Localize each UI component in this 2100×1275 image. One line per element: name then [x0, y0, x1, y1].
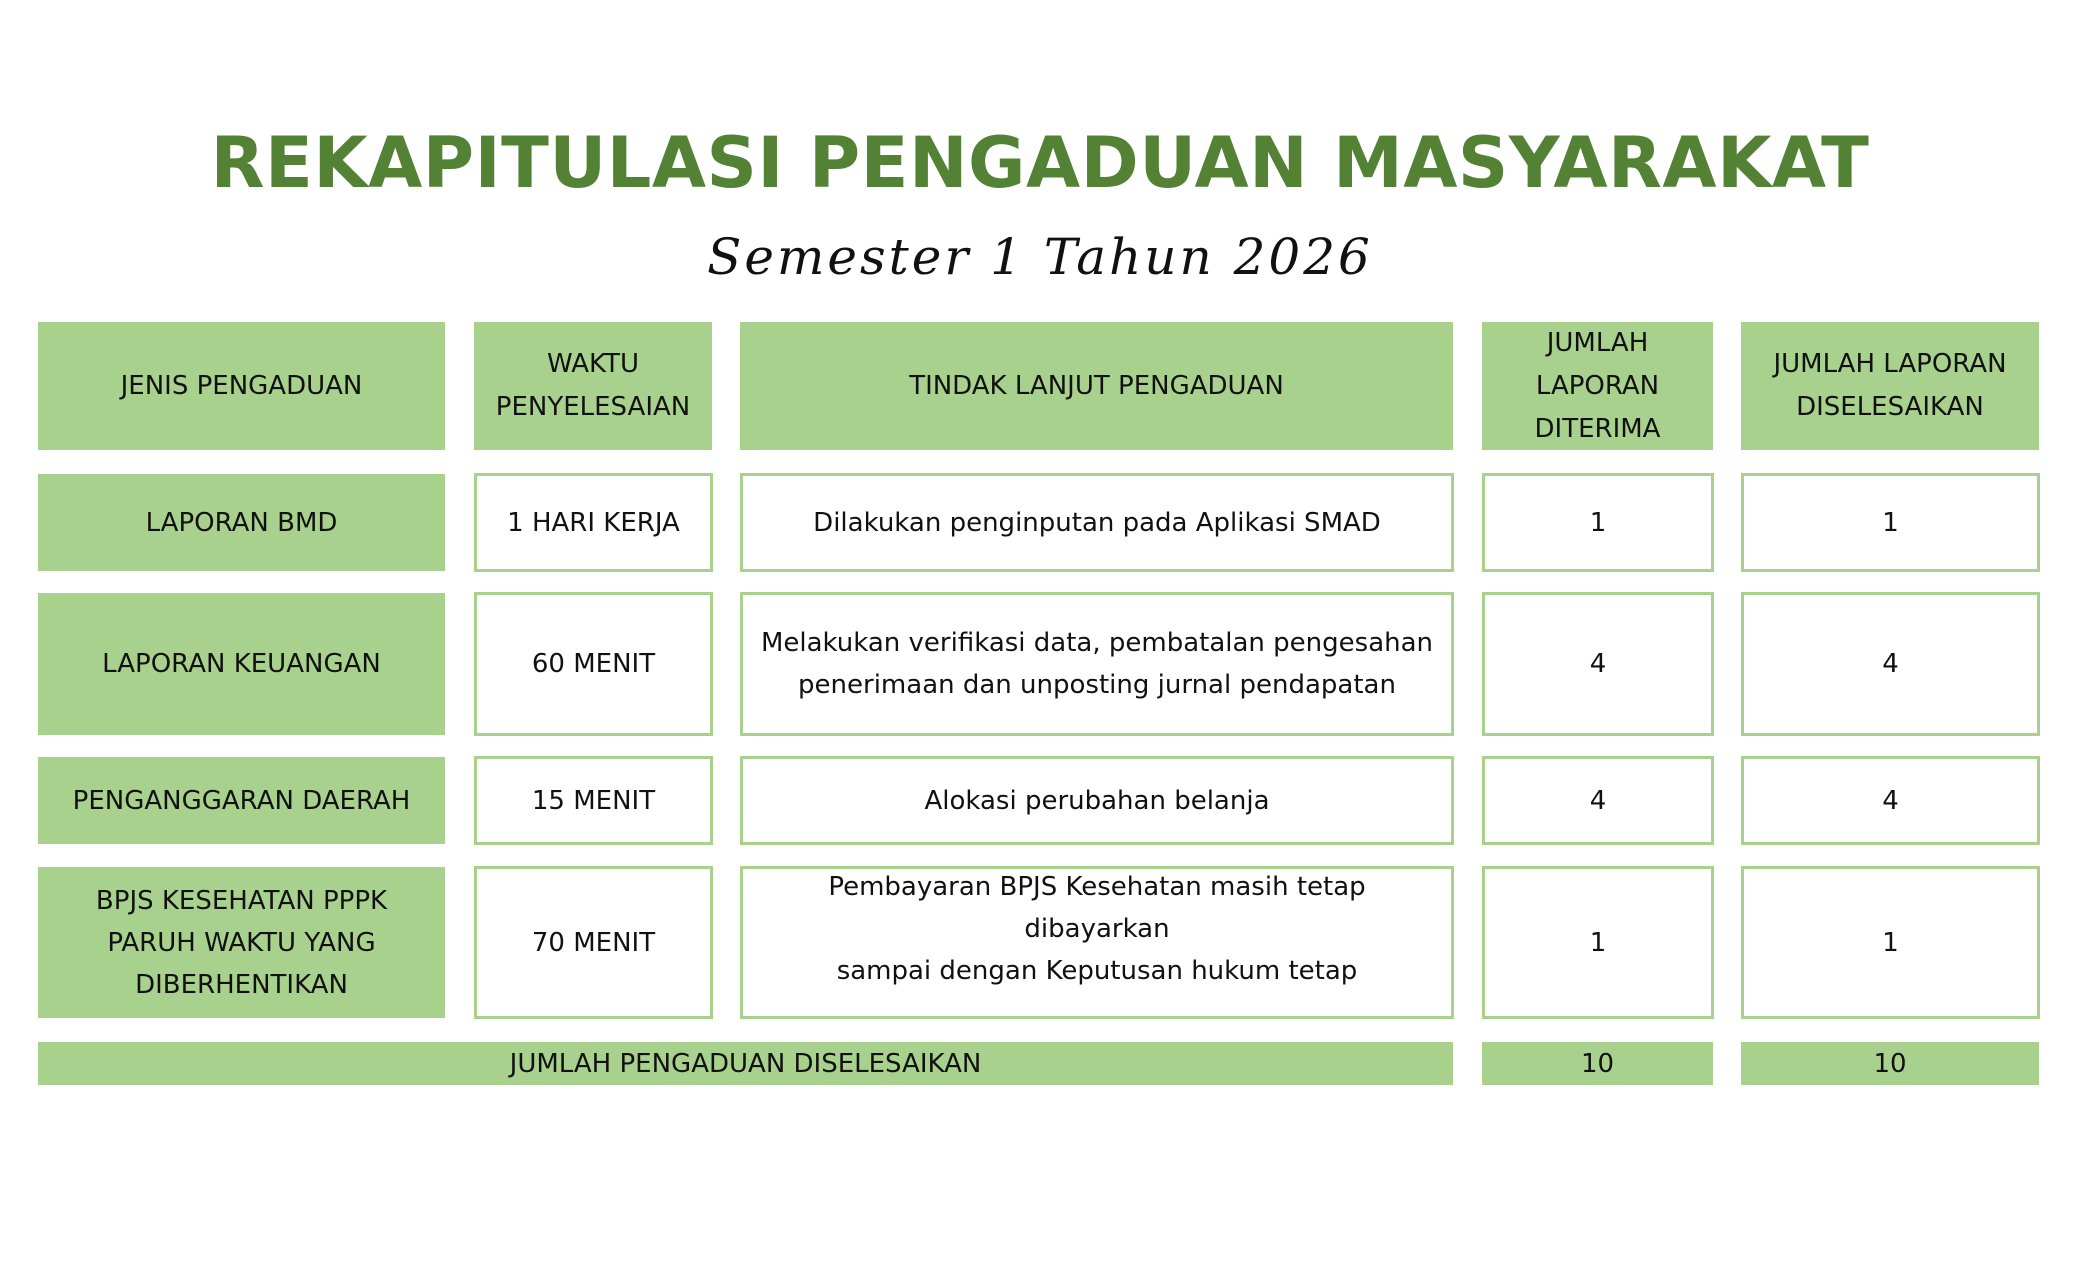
page-subtitle: Semester 1 Tahun 2026: [707, 228, 1373, 286]
table-row-4-diselesaikan: [1741, 866, 2040, 1019]
row-1-waktu-text: 1 HARI KERJA: [507, 507, 680, 538]
header-waktu-line2: PENYELESAIAN: [495, 392, 691, 422]
table-row-1-diterima: [1482, 473, 1714, 572]
total-diselesaikan-value: 10: [1873, 1048, 1907, 1079]
header-jenis-pengaduan: [38, 322, 445, 450]
table-row-2-jenis: [38, 593, 445, 735]
header-tindak-lanjut: [740, 322, 1453, 450]
row-4-jenis-line3: DIBERHENTIKAN: [135, 969, 348, 1000]
row-1-tindak-text: Dilakukan penginputan pada Aplikasi SMAD: [813, 507, 1381, 538]
page-title: REKAPITULASI PENGADUAN MASYARAKAT: [210, 122, 1870, 204]
table-row-2-waktu: [474, 592, 713, 736]
row-4-tindak-line1: Pembayaran BPJS Kesehatan masih tetap dibayarkan: [828, 871, 1366, 944]
row-2-jenis-text: LAPORAN KEUANGAN: [102, 649, 381, 679]
header-diselesaikan-line2: DISELESAIKAN: [1796, 392, 1984, 422]
row-4-tindak-line2: sampai dengan Keputusan hukum tetap: [836, 955, 1358, 986]
row-2-diterima-value: 4: [1589, 649, 1607, 679]
row-3-waktu-text: 15 MENIT: [531, 785, 656, 816]
header-diselesaikan-line1: JUMLAH LAPORAN: [1773, 349, 2007, 379]
table-row-4-diterima: [1482, 866, 1714, 1019]
table-row-4-jenis: [38, 867, 445, 1018]
table-row-3-diselesaikan: [1741, 756, 2040, 845]
table-row-3-jenis: [38, 757, 445, 844]
row-4-diselesaikan-value: 1: [1882, 927, 1899, 958]
row-1-diterima-value: 1: [1589, 507, 1607, 538]
table-row-3-diterima: [1482, 756, 1714, 845]
row-1-diselesaikan-value: 1: [1882, 507, 1899, 538]
row-4-waktu-text: 70 MENIT: [531, 927, 656, 958]
row-2-tindak-line1: Melakukan verifikasi data, pembatalan pengesahan: [760, 628, 1434, 658]
row-3-diselesaikan-value: 4: [1882, 785, 1899, 816]
table-row-4-waktu: [474, 866, 713, 1019]
header-waktu-penyelesaian: [474, 322, 712, 450]
total-row-label: [38, 1042, 1453, 1085]
header-tindak-label: TINDAK LANJUT PENGADUAN: [909, 370, 1284, 401]
table-row-2-diselesaikan: [1741, 592, 2040, 736]
total-diterima-value: 10: [1580, 1048, 1615, 1079]
total-label-text: JUMLAH PENGADUAN DISELESAIKAN: [509, 1048, 982, 1079]
table-row-1-diselesaikan: [1741, 473, 2040, 572]
total-row-diterima: [1482, 1042, 1713, 1085]
table-row-1-waktu: [474, 473, 713, 572]
header-jenis-label: JENIS PENGADUAN: [120, 370, 363, 401]
row-3-diterima-value: 4: [1589, 785, 1607, 816]
row-4-jenis-line2: PARUH WAKTU YANG: [107, 927, 376, 958]
row-3-tindak-text: Alokasi perubahan belanja: [924, 785, 1270, 816]
total-row-diselesaikan: [1741, 1042, 2039, 1085]
row-2-diselesaikan-value: 4: [1882, 649, 1899, 679]
table-row-3-tindak: [740, 756, 1454, 845]
header-jumlah-diterima: [1482, 322, 1713, 450]
header-diterima-line1: JUMLAH: [1546, 327, 1649, 358]
header-diterima-line2: LAPORAN: [1535, 370, 1660, 401]
row-2-tindak-line2: penerimaan dan unposting jurnal pendapatan: [798, 670, 1396, 700]
row-1-jenis-text: LAPORAN BMD: [145, 507, 338, 538]
row-2-waktu-text: 60 MENIT: [531, 649, 656, 679]
header-jumlah-diselesaikan: [1741, 322, 2039, 450]
row-3-jenis-text: PENGANGGARAN DAERAH: [72, 785, 411, 816]
table-row-3-waktu: [474, 756, 713, 845]
header-diterima-line3: DITERIMA: [1534, 413, 1661, 444]
table-row-1-tindak: [740, 473, 1454, 572]
row-4-jenis-line1: BPJS KESEHATAN PPPK: [95, 885, 388, 916]
header-waktu-line1: WAKTU: [546, 349, 639, 379]
row-4-diterima-value: 1: [1589, 927, 1607, 958]
table-row-2-diterima: [1482, 592, 1714, 736]
table-row-2-tindak: [740, 592, 1454, 736]
table-row-1-jenis: [38, 474, 445, 571]
table-row-4-tindak: [740, 866, 1454, 1019]
